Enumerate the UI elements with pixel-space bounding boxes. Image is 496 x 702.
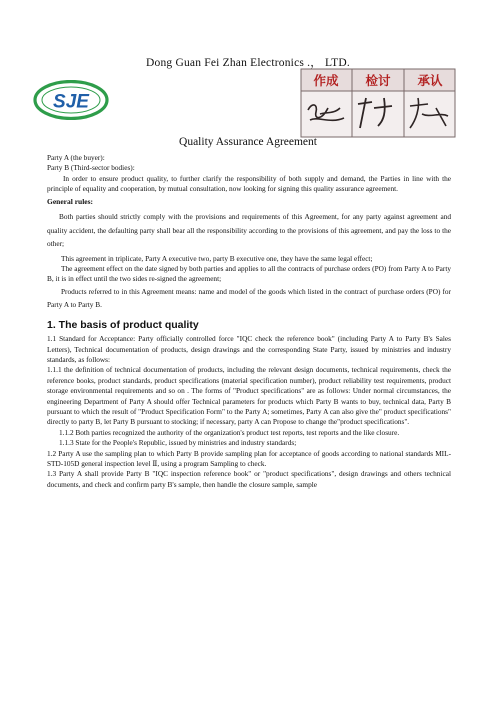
general-rule-3: The agreement effect on the date signed by both parties and applies to all the contracts of purchase orders (PO) from Party A to Party B, it is in effect until the two sides re-signed the agreement; (47, 263, 451, 284)
approval-stamp (300, 68, 456, 138)
svg-text:作成: 作成 (313, 73, 339, 88)
clause-1-1-3: 1.1.3 State for the People's Republic, issued by ministries and industry standards; (59, 438, 297, 448)
svg-text:检讨: 检讨 (365, 73, 391, 88)
svg-text:承认: 承认 (417, 73, 443, 88)
document-title: Quality Assurance Agreement (179, 136, 317, 148)
company-name: Dong Guan Fei Zhan Electronics .， LTD. (146, 57, 350, 69)
agreement-body (47, 153, 451, 490)
general-rule-2: This agreement in triplicate, Party A executive two, party B executive one, they have the same legal effect; (61, 253, 373, 263)
clause-1-1-2: 1.1.2 Both parties recognized the authority of the organization's product test reports, test reports and the like closure. (59, 427, 400, 437)
party-b-line: Party B (Third-sector bodies): (47, 163, 135, 173)
clause-1-2: 1.2 Party A use the sampling plan to which Party B provide sampling plan for acceptance of goods according to national standards MIL-STD-105D general inspection level Ⅱ, using a program Sampling to check. (47, 448, 451, 469)
svg-text:SJE: SJE (53, 91, 89, 113)
party-a-line: Party A (the buyer): (47, 153, 105, 162)
general-rules-heading: General rules: (47, 196, 94, 206)
clause-1-1-1: 1.1.1 the definition of technical documentation of products, including the relevant design documents, technical requirements, check the reference books, product standards, product specifications (material specification number), product reliability test requirements, product storage environmental requirements and so on . The forms of "Product specifications" are as follows: Under normal circumstances, the engineering Department of Party A should offer Technical parameters for products which Party B wants to buy, technical data, Party B pursuant to which the result of "Product Specification Form" to the Party A; sometimes, Party A can also give the" product specifications" directly to party B, let Party B pursuant to stocking; if necessary, party A can Propose to change the"product specifications". (47, 365, 451, 427)
general-rule-4: Products referred to in this Agreement means: name and model of the goods which listed in the contract of purchase orders (PO) for Party A to Party B. (47, 286, 451, 310)
clause-1-1: 1.1 Standard for Acceptance: Party officially controlled force "IQC check the reference book" (including Party A to Party B's Sales Letters), Technical documentation of products, design drawings and the corresponding State Party, issued by ministries and industry standards, as follows: (47, 334, 451, 364)
company-logo (33, 80, 109, 120)
general-rule-1: Both parties should strictly comply with the provisions and requirements of this Agreement, for any party against agreement and quality accident, the defaulting party shall bear all the responsibility according to the provisions of this agreement, and pay the loss to the other; (47, 212, 451, 249)
clause-1-3: 1.3 Party A shall provide Party B "IQC inspection reference book" or "product specifications", design drawings and others technical documents, and check and confirm party B's sample, then handle the closure sample, sample (47, 469, 451, 489)
section-1-heading: 1. The basis of product quality (47, 318, 199, 331)
intro-paragraph: In order to ensure product quality, to further clarify the responsibility of both supply and demand, the Parties in line with the principle of equality and cooperation, by mutual consultation, now looking for signing this quality assurance agreement. (47, 173, 451, 194)
